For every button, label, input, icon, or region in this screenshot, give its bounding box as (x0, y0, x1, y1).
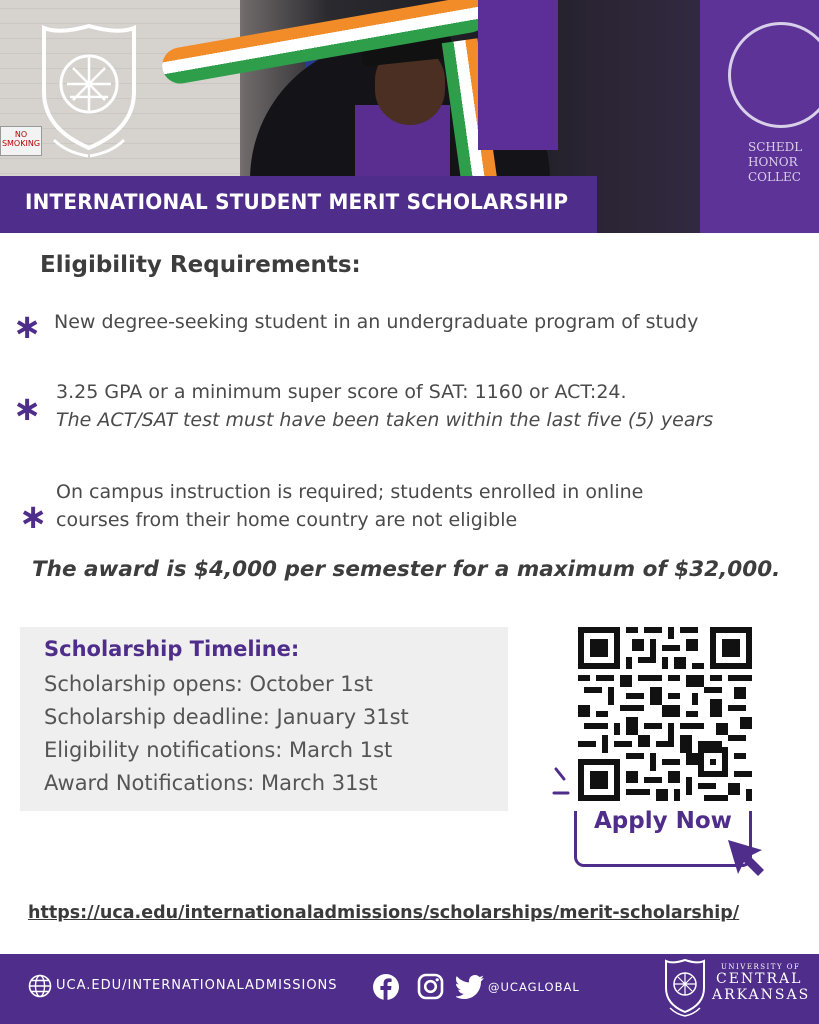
uca-shield-logo-icon (664, 958, 706, 1018)
cursor-arrow-icon (726, 838, 768, 880)
requirement-note: The ACT/SAT test must have been taken within the last five (5) years (56, 409, 714, 431)
globe-icon (28, 974, 52, 998)
purple-banner-right (700, 0, 819, 233)
eligibility-heading: Eligibility Requirements: (40, 252, 361, 278)
hero-photo (0, 0, 819, 233)
apply-now-button[interactable]: Apply Now (594, 808, 732, 834)
footer-bar (0, 954, 819, 1024)
facebook-icon[interactable] (372, 973, 400, 1001)
banner-text: SCHEDL HONOR COLLEC (748, 140, 803, 184)
asterisk-icon: ∗ (19, 497, 48, 537)
instagram-icon[interactable] (417, 973, 444, 1000)
highlight-ticks-icon (552, 765, 576, 801)
timeline-heading: Scholarship Timeline: (44, 637, 300, 661)
timeline-item: Award Notifications: March 31st (44, 771, 378, 795)
banner-seal (728, 22, 819, 128)
scholarship-link[interactable]: https://uca.edu/internationaladmissions/scholarships/merit-scholarship/ (28, 903, 740, 923)
title-bar (0, 176, 597, 233)
qr-code-icon[interactable] (578, 627, 752, 801)
requirement-item: 3.25 GPA or a minimum super score of SAT: 1160 or ACT:24. The ACT/SAT test must have been taken within the last five (5) years (56, 381, 714, 431)
asterisk-icon: ∗ (13, 307, 42, 347)
timeline-item: Eligibility notifications: March 1st (44, 738, 393, 762)
award-statement: The award is $4,000 per semester for a maximum of $32,000. (32, 557, 781, 582)
footer-website-link[interactable]: UCA.EDU/INTERNATIONALADMISSIONS (56, 978, 338, 993)
university-wordmark: UNIVERSITY OF CENTRAL ARKANSAS (712, 963, 811, 1003)
footer-social-handle[interactable]: @UCAGLOBAL (488, 980, 580, 994)
timeline-item: Scholarship opens: October 1st (44, 672, 373, 696)
requirement-item: New degree-seeking student in an undergraduate program of study (54, 311, 699, 333)
uca-shield-logo-icon (40, 22, 138, 162)
twitter-icon[interactable] (456, 975, 486, 999)
no-smoking-sign: NO SMOKING (0, 126, 42, 156)
page-title: INTERNATIONAL STUDENT MERIT SCHOLARSHIP (25, 190, 569, 215)
asterisk-icon: ∗ (13, 389, 42, 429)
purple-banner-left (478, 0, 558, 150)
timeline-item: Scholarship deadline: January 31st (44, 705, 409, 729)
timeline-panel (20, 627, 508, 811)
requirement-item: On campus instruction is required; students enrolled in online courses from their home country are not eligible (56, 481, 644, 531)
